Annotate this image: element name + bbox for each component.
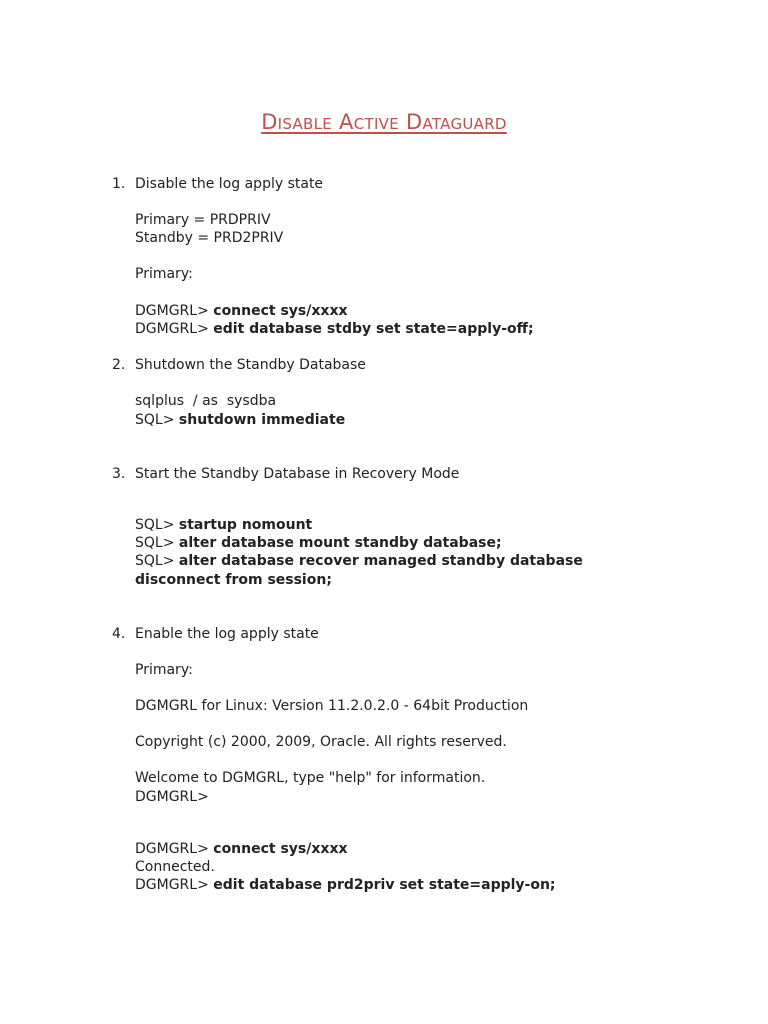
step-heading: Enable the log apply state xyxy=(135,626,319,642)
command-line xyxy=(135,876,556,894)
step-heading: Shutdown the Standby Database xyxy=(135,357,366,373)
primary-label: Primary: xyxy=(135,662,193,678)
step-heading: Start the Standby Database in Recovery Mode xyxy=(135,466,460,482)
command-prompt: DGMGRL> xyxy=(135,303,214,319)
command-text: connect sys/xxxx xyxy=(213,303,348,319)
command-line xyxy=(135,516,312,534)
command-prompt: DGMGRL> xyxy=(135,877,214,893)
sqlplus-line: sqlplus / as sysdba xyxy=(135,393,277,409)
command-text: edit database stdby set state=apply-off; xyxy=(213,321,534,337)
command-line xyxy=(135,552,583,570)
command-text: edit database prd2priv set state=apply-on; xyxy=(213,877,556,893)
command-prompt: SQL> xyxy=(135,412,179,428)
command-text: alter database recover managed standby database xyxy=(178,553,583,569)
command-text: startup nomount xyxy=(178,517,313,533)
command-line xyxy=(135,534,502,552)
step-number: 1. xyxy=(112,176,126,192)
command-text: alter database mount standby database; xyxy=(178,535,502,551)
welcome-line: Welcome to DGMGRL, type "help" for information. xyxy=(135,770,486,786)
connected-line: Connected. xyxy=(135,859,215,875)
command-line xyxy=(135,320,534,338)
dgmgrl-banner: DGMGRL for Linux: Version 11.2.0.2.0 - 64bit Production xyxy=(135,698,529,714)
command-text: connect sys/xxxx xyxy=(213,841,348,857)
command-prompt: DGMGRL> xyxy=(135,841,214,857)
copyright-line: Copyright (c) 2000, 2009, Oracle. All rights reserved. xyxy=(135,734,507,750)
standby-line: Standby = PRD2PRIV xyxy=(135,230,284,246)
step-number: 2. xyxy=(112,357,126,373)
primary-line: Primary = PRDPRIV xyxy=(135,212,271,228)
command-prompt: SQL> xyxy=(135,517,179,533)
step-heading: Disable the log apply state xyxy=(135,176,324,192)
command-prompt: DGMGRL> xyxy=(135,321,214,337)
command-text: shutdown immediate xyxy=(178,412,346,428)
primary-label: Primary: xyxy=(135,266,193,282)
command-continuation: disconnect from session; xyxy=(135,572,332,588)
command-prompt: SQL> xyxy=(135,535,179,551)
step-number: 4. xyxy=(112,626,126,642)
document-title: Disable Active Dataguard xyxy=(261,110,507,134)
step-number: 3. xyxy=(112,466,126,482)
command-line xyxy=(135,411,345,429)
bare-prompt: DGMGRL> xyxy=(135,789,209,805)
command-prompt: SQL> xyxy=(135,553,179,569)
command-line xyxy=(135,302,348,320)
command-line xyxy=(135,840,348,858)
